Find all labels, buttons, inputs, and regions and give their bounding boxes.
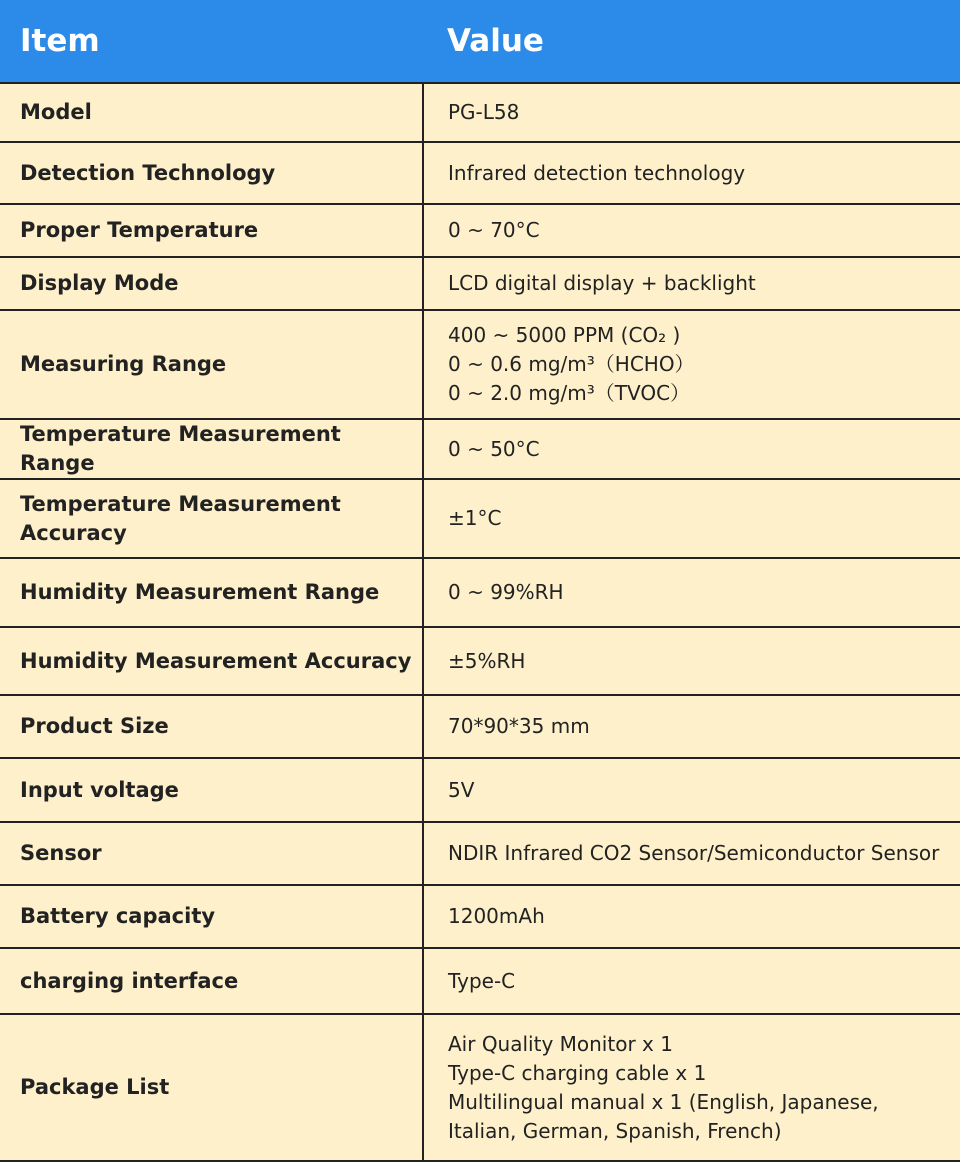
spec-value-cell: [423, 885, 960, 948]
spec-value: Type-C: [448, 968, 516, 993]
spec-value: NDIR Infrared CO2 Sensor/Semiconductor Sensor: [448, 841, 940, 865]
spec-item-label: Package List: [0, 1014, 423, 1161]
table-row: [0, 479, 960, 558]
spec-value-cell: [423, 695, 960, 758]
spec-value-cell: [423, 1014, 960, 1161]
spec-item-label: Measuring Range: [0, 310, 423, 419]
spec-item-label: Temperature Measurement Accuracy: [0, 479, 423, 558]
spec-item-label: Temperature Measurement Range: [0, 419, 423, 479]
table-row: [0, 948, 960, 1014]
table-row: [0, 558, 960, 627]
spec-value: LCD digital display + backlight: [448, 271, 756, 295]
spec-item-label: Sensor: [0, 822, 423, 885]
table-header: [0, 0, 960, 83]
header-value: Value: [423, 0, 960, 83]
spec-value: Type-C charging cable x 1: [448, 1060, 707, 1085]
table-row: [0, 695, 960, 758]
spec-item-label: Model: [0, 83, 423, 142]
spec-value: 1200mAh: [448, 904, 545, 928]
spec-value-cell: [423, 310, 960, 419]
spec-value: 70*90*35 mm: [448, 714, 590, 738]
table-row: [0, 142, 960, 204]
spec-value: 5V: [448, 777, 475, 802]
spec-item-label: Input voltage: [0, 758, 423, 822]
spec-value: 0 ~ 99%RH: [448, 580, 564, 604]
spec-value-cell: [423, 948, 960, 1014]
spec-value: ±1°C: [448, 506, 502, 530]
spec-value: Infrared detection technology: [448, 160, 746, 185]
table-row: [0, 758, 960, 822]
spec-value: 0 ~ 70°C: [448, 218, 540, 242]
spec-value: 0 ~ 0.6 mg/m³（HCHO）: [448, 352, 695, 376]
spec-value: 400 ~ 5000 PPM (CO₂ ): [448, 323, 681, 347]
spec-value-cell: [423, 822, 960, 885]
spec-value-cell: [423, 257, 960, 310]
spec-item-label: Detection Technology: [0, 142, 423, 204]
spec-value-cell: [423, 627, 960, 695]
table-row: [0, 204, 960, 257]
table-body: [0, 83, 960, 1161]
spec-value-cell: [423, 83, 960, 142]
table-row: [0, 885, 960, 948]
table-row: [0, 627, 960, 695]
spec-value-cell: [423, 479, 960, 558]
spec-value-cell: [423, 142, 960, 204]
header-item: Item: [0, 0, 423, 83]
spec-item-label: Product Size: [0, 695, 423, 758]
spec-value: PG-L58: [448, 100, 520, 124]
spec-value: 0 ~ 2.0 mg/m³（TVOC）: [448, 381, 691, 405]
spec-value: ±5%RH: [448, 648, 526, 673]
spec-value: Multilingual manual x 1 (English, Japanese,: [448, 1089, 879, 1114]
spec-value-cell: [423, 419, 960, 479]
spec-value: Italian, German, Spanish, French): [448, 1118, 782, 1143]
spec-item-label: Proper Temperature: [0, 204, 423, 257]
table-row: [0, 83, 960, 142]
spec-value-cell: [423, 204, 960, 257]
table-row: [0, 257, 960, 310]
spec-value: Air Quality Monitor x 1: [448, 1031, 673, 1056]
spec-item-label: Humidity Measurement Accuracy: [0, 627, 423, 695]
table-row: [0, 419, 960, 479]
spec-item-label: Battery capacity: [0, 885, 423, 948]
table-row: [0, 310, 960, 419]
table-row: [0, 1014, 960, 1161]
spec-value-cell: [423, 558, 960, 627]
spec-value: 0 ~ 50°C: [448, 436, 540, 461]
spec-item-label: Display Mode: [0, 257, 423, 310]
spec-item-label: charging interface: [0, 948, 423, 1014]
table-row: [0, 822, 960, 885]
spec-value-cell: [423, 758, 960, 822]
spec-item-label: Humidity Measurement Range: [0, 558, 423, 627]
